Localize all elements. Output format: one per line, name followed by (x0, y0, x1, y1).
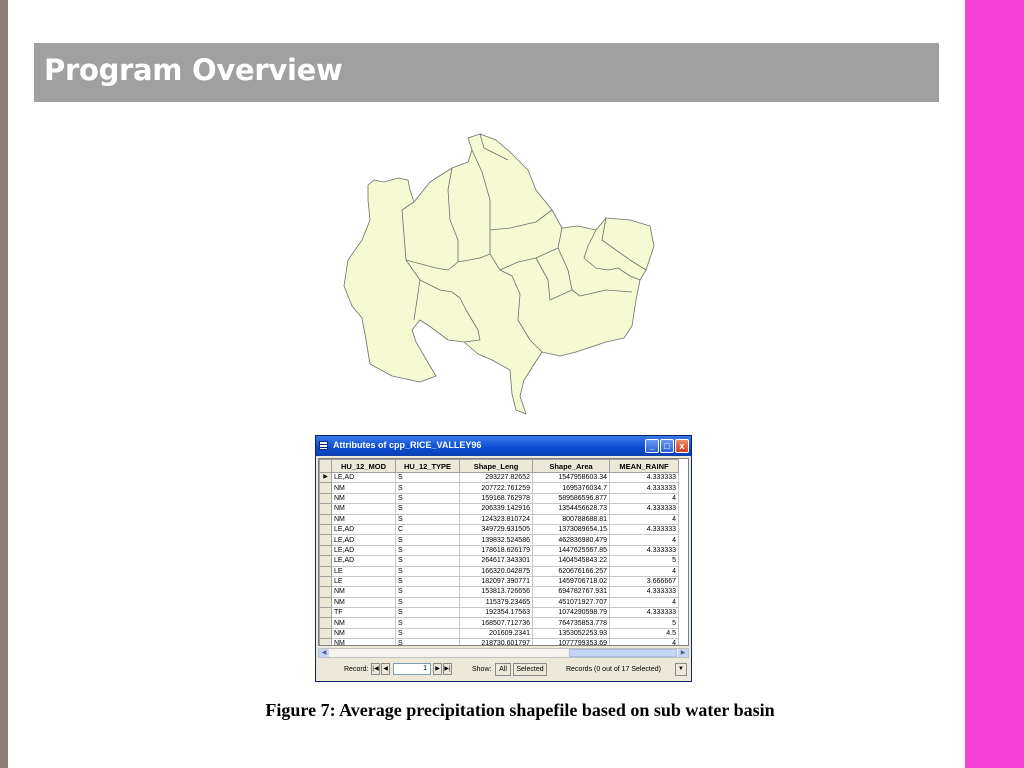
table-row[interactable] (320, 639, 679, 646)
table-cell[interactable]: 1074290598.79 (533, 608, 610, 618)
first-record-icon[interactable]: |◀ (371, 663, 380, 675)
show-selected-button[interactable]: Selected (513, 663, 547, 676)
records-count-text: Records (0 out of 17 Selected) (566, 666, 661, 673)
show-all-button[interactable]: All (495, 663, 511, 676)
table-cell[interactable]: 5 (610, 556, 679, 566)
table-cell[interactable]: 139832.524586 (460, 535, 533, 545)
next-record-icon[interactable]: ▶ (433, 663, 442, 675)
table-cell[interactable]: NM (332, 628, 396, 638)
row-selector[interactable] (320, 514, 332, 524)
table-cell[interactable]: 694782767.931 (533, 587, 610, 597)
table-cell[interactable]: 166320.042875 (460, 566, 533, 576)
attribute-grid[interactable] (318, 458, 689, 646)
table-cell[interactable]: NM (332, 514, 396, 524)
table-row[interactable] (320, 556, 679, 566)
window-title: Attributes of cpp_RICE_VALLEY96 (333, 440, 482, 450)
table-cell[interactable]: LE (332, 566, 396, 576)
table-cell[interactable]: 178618.626179 (460, 545, 533, 555)
column-header[interactable]: Shape_Leng (460, 460, 533, 473)
table-cell[interactable]: S (396, 587, 460, 597)
row-selector[interactable] (320, 545, 332, 555)
table-row[interactable] (320, 618, 679, 628)
table-row[interactable] (320, 628, 679, 638)
table-cell[interactable]: 4 (610, 639, 679, 646)
attributes-table-window[interactable] (315, 435, 692, 682)
figure-caption: Figure 7: Average precipitation shapefile based on sub water basin (265, 700, 775, 720)
table-cell[interactable]: S (396, 514, 460, 524)
table-cell[interactable]: NM (332, 618, 396, 628)
row-selector[interactable] (320, 628, 332, 638)
close-button[interactable]: x (675, 439, 689, 453)
table-cell[interactable]: 4 (610, 514, 679, 524)
table-cell[interactable]: 207722.761259 (460, 483, 533, 493)
row-selector[interactable] (320, 576, 332, 586)
table-cell[interactable]: S (396, 628, 460, 638)
table-cell[interactable]: 4.333333 (610, 524, 679, 534)
last-record-icon[interactable]: ▶| (443, 663, 452, 675)
table-cell[interactable]: 1404545843.22 (533, 556, 610, 566)
row-selector-header (320, 460, 332, 473)
table-cell[interactable]: 4.333333 (610, 608, 679, 618)
table-cell[interactable]: 206339.142916 (460, 504, 533, 514)
table-cell[interactable]: LE,AD (332, 535, 396, 545)
table-cell[interactable]: NM (332, 587, 396, 597)
table-cell[interactable]: 1354456628.73 (533, 504, 610, 514)
right-accent-strip (965, 0, 1024, 768)
row-selector[interactable] (320, 566, 332, 576)
row-selector[interactable] (320, 597, 332, 607)
table-cell[interactable]: LE (332, 576, 396, 586)
table-cell[interactable]: 201609.2341 (460, 628, 533, 638)
table-cell[interactable]: 462836980.479 (533, 535, 610, 545)
table-cell[interactable]: S (396, 504, 460, 514)
column-header[interactable]: MEAN_RAINF (610, 460, 679, 473)
table-cell[interactable]: 764735853.778 (533, 618, 610, 628)
maximize-button[interactable]: □ (660, 439, 674, 453)
horizontal-scrollbar[interactable] (318, 648, 689, 658)
table-cell[interactable]: S (396, 618, 460, 628)
table-cell[interactable]: NM (332, 639, 396, 646)
table-cell[interactable]: 4.333333 (610, 483, 679, 493)
table-cell[interactable]: 124323.810724 (460, 514, 533, 524)
table-cell[interactable]: 264617.343301 (460, 556, 533, 566)
scroll-right-arrow-icon[interactable]: ▶ (678, 649, 688, 657)
row-selector[interactable] (320, 618, 332, 628)
table-cell[interactable]: S (396, 545, 460, 555)
table-row[interactable] (320, 504, 679, 514)
table-cell[interactable]: 4 (610, 535, 679, 545)
table-status-bar (318, 661, 689, 679)
table-row[interactable] (320, 597, 679, 607)
row-selector[interactable] (320, 524, 332, 534)
table-cell[interactable]: S (396, 556, 460, 566)
table-cell[interactable]: NM (332, 597, 396, 607)
table-cell[interactable]: 5 (610, 618, 679, 628)
table-cell[interactable]: S (396, 566, 460, 576)
table-row[interactable] (320, 514, 679, 524)
table-cell[interactable]: 293227.82652 (460, 473, 533, 483)
table-header-row (320, 460, 679, 473)
show-label: Show: (472, 666, 492, 673)
table-cell[interactable]: 1695376034.7 (533, 483, 610, 493)
scrollbar-thumb[interactable] (569, 649, 677, 657)
table-cell[interactable]: C (396, 524, 460, 534)
table-cell[interactable]: NM (332, 493, 396, 503)
row-selector[interactable] (320, 535, 332, 545)
row-selector[interactable] (320, 504, 332, 514)
attribute-table (319, 459, 679, 646)
watershed-outline (344, 134, 654, 414)
table-cell[interactable]: 1373089654.15 (533, 524, 610, 534)
row-selector[interactable] (320, 493, 332, 503)
table-cell[interactable]: 1447625567.85 (533, 545, 610, 555)
watershed-map (340, 130, 660, 420)
table-cell[interactable]: 159168.762978 (460, 493, 533, 503)
record-number-input[interactable]: 1 (393, 663, 431, 675)
table-cell[interactable]: 589586596.877 (533, 493, 610, 503)
options-dropdown-icon[interactable]: ▼ (675, 663, 687, 676)
left-accent-strip (0, 0, 8, 768)
table-cell[interactable]: S (396, 639, 460, 646)
row-selector[interactable] (320, 587, 332, 597)
table-cell[interactable]: 192354.17563 (460, 608, 533, 618)
table-cell[interactable]: 4.333333 (610, 473, 679, 483)
table-cell[interactable]: LE,AD (332, 524, 396, 534)
table-cell[interactable]: 3.666667 (610, 576, 679, 586)
table-cell[interactable]: 1077799353.69 (533, 639, 610, 646)
table-cell[interactable]: LE,AD (332, 556, 396, 566)
table-cell[interactable]: 115379.23465 (460, 597, 533, 607)
row-selector[interactable] (320, 639, 332, 646)
row-selector[interactable] (320, 483, 332, 493)
row-selector[interactable] (320, 556, 332, 566)
table-cell[interactable]: 349729.931505 (460, 524, 533, 534)
table-cell[interactable]: 4 (610, 566, 679, 576)
table-cell[interactable]: S (396, 535, 460, 545)
table-cell[interactable]: S (396, 597, 460, 607)
table-cell[interactable]: 800788688.81 (533, 514, 610, 524)
column-header[interactable]: HU_12_MOD (332, 460, 396, 473)
table-row[interactable] (320, 524, 679, 534)
slide-title-bar (34, 43, 939, 102)
table-cell[interactable]: 620676166.257 (533, 566, 610, 576)
table-cell[interactable]: LE,AD (332, 545, 396, 555)
table-cell[interactable]: 182097.390771 (460, 576, 533, 586)
table-cell[interactable]: 451071927.707 (533, 597, 610, 607)
table-cell[interactable]: 4 (610, 493, 679, 503)
table-cell[interactable]: S (396, 493, 460, 503)
column-header[interactable]: HU_12_TYPE (396, 460, 460, 473)
column-header[interactable]: Shape_Area (533, 460, 610, 473)
table-cell[interactable]: S (396, 483, 460, 493)
table-cell[interactable]: LE,AD (332, 473, 396, 483)
table-row[interactable] (320, 545, 679, 555)
table-cell[interactable]: 218730.601797 (460, 639, 533, 646)
window-titlebar[interactable] (316, 436, 691, 456)
table-cell[interactable]: 1353052253.93 (533, 628, 610, 638)
table-cell[interactable]: 4.5 (610, 628, 679, 638)
table-cell[interactable]: 1459706718.02 (533, 576, 610, 586)
slide-title: Program Overview (44, 53, 343, 87)
previous-record-icon[interactable]: ◀ (381, 663, 390, 675)
table-row[interactable] (320, 566, 679, 576)
record-label: Record: (344, 666, 369, 673)
scroll-left-arrow-icon[interactable]: ◀ (319, 649, 329, 657)
table-row[interactable] (320, 587, 679, 597)
table-cell[interactable]: S (396, 473, 460, 483)
table-cell[interactable]: 4.333333 (610, 504, 679, 514)
table-cell[interactable]: NM (332, 483, 396, 493)
row-selector[interactable] (320, 608, 332, 618)
table-cell[interactable]: 1547958603.34 (533, 473, 610, 483)
table-cell[interactable]: TF (332, 608, 396, 618)
table-cell[interactable]: 168507.712736 (460, 618, 533, 628)
table-row[interactable] (320, 535, 679, 545)
table-row[interactable] (320, 483, 679, 493)
table-row[interactable] (320, 493, 679, 503)
table-row[interactable] (320, 473, 679, 483)
table-cell[interactable]: NM (332, 504, 396, 514)
table-row[interactable] (320, 608, 679, 618)
table-cell[interactable]: 4.333333 (610, 545, 679, 555)
table-icon (319, 441, 328, 450)
table-row[interactable] (320, 576, 679, 586)
table-cell[interactable]: 4.333333 (610, 587, 679, 597)
table-cell[interactable]: 153813.726656 (460, 587, 533, 597)
table-cell[interactable]: S (396, 576, 460, 586)
minimize-button[interactable]: _ (645, 439, 659, 453)
table-cell[interactable]: S (396, 608, 460, 618)
current-row-arrow-icon[interactable]: ▶ (320, 473, 332, 483)
table-cell[interactable]: 4 (610, 597, 679, 607)
